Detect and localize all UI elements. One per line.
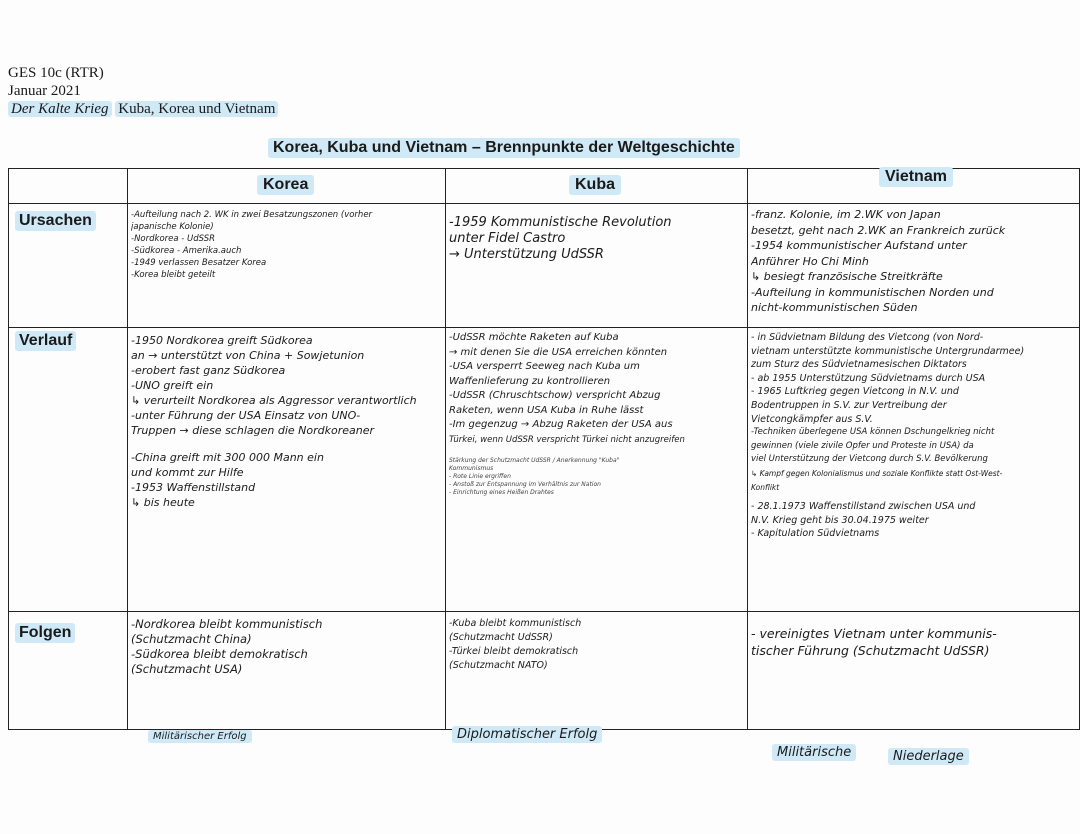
row-header-ursachen: Ursachen (15, 211, 96, 231)
worksheet-title: Korea, Kuba und Vietnam – Brennpunkte der Weltgeschichte (268, 138, 740, 158)
column-divider (445, 169, 446, 729)
column-divider (127, 169, 128, 729)
row-divider (9, 327, 1079, 328)
cell-folgen-korea: -Nordkorea bleibt kommunistisch (Schutzmacht China) -Südkorea bleibt demokratisch (Schutzmacht USA) (131, 617, 323, 676)
column-divider (747, 169, 748, 729)
topic-rest: Kuba, Korea und Vietnam (115, 101, 278, 117)
cell-verlauf-kuba: -UdSSR möchte Raketen auf Kuba → mit denen Sie die USA erreichen könnten -USA versperrt Seeweg nach Kuba um Waffenlieferung zu kontrollieren -UdSSR (Chruschtschow) verspricht Abzug Raketen, wenn USA Kuba in Ruhe lässt -Im gegenzug → Abzug Raketen der USA aus Türkei, wenn UdSSR verspricht Türkei nicht anzugreifen Stärkung der Schutzmacht UdSSR / Anerkennung "Kuba" Kommunismus - Rote Linie ergriffen - Anstoß zur Entspannung im Verhältnis zur Nation - Einrichtung eines Heißen Drahtes (449, 331, 745, 609)
row-header-folgen: Folgen (15, 623, 75, 643)
comparison-table (8, 168, 1080, 730)
topic-label (8, 100, 278, 118)
row-divider (9, 203, 1079, 204)
cell-verlauf-korea: -1950 Nordkorea greift Südkorea an → unterstützt von China + Sowjetunion -erobert fast ganz Südkorea -UNO greift ein ↳ verurteilt Nordkorea als Aggressor verantwortlich -unter Führung der USA Einsatz von UNO- Truppen → diese schlagen die Nordkoreaner -China greift mit 300 000 Mann ein und kommt zur Hilfe -1953 Waffenstillstand ↳ bis heute (131, 334, 417, 509)
cell-folgen-vietnam: - vereinigtes Vietnam unter kommunis- tischer Führung (Schutzmacht UdSSR) (751, 626, 997, 658)
topic-italic: Der Kalte Krieg (8, 101, 112, 117)
column-header-korea: Korea (257, 175, 314, 195)
kuba-pencil-notes: Stärkung der Schutzmacht UdSSR / Anerkennung "Kuba" Kommunismus - Rote Linie ergriffen - Anstoß zur Entspannung im Verhältnis zur Nation - Einrichtung eines Heißen Drahtes (449, 457, 620, 496)
course-label: GES 10c (RTR) (8, 65, 104, 81)
row-divider (9, 611, 1079, 612)
cell-folgen-kuba: -Kuba bleibt kommunistisch (Schutzmacht UdSSR) -Türkei bleibt demokratisch (Schutzmacht NATO) (449, 618, 582, 671)
outcome-vietnam-a: Militärische (772, 744, 856, 761)
outcome-vietnam-b: Niederlage (888, 748, 969, 765)
row-header-verlauf: Verlauf (15, 331, 76, 351)
column-header-kuba: Kuba (569, 175, 621, 195)
column-header-vietnam: Vietnam (879, 167, 953, 187)
outcome-korea: Militärischer Erfolg (148, 730, 252, 743)
outcome-kuba: Diplomatischer Erfolg (452, 726, 602, 743)
cell-verlauf-vietnam: - in Südvietnam Bildung des Vietcong (von Nord- vietnam unterstützte kommunistische Untergrundarmee) zum Sturz des Südvietnamesischen Diktators - ab 1955 Unterstützung Südvietnams durch USA - 1965 Luftkrieg gegen Vietcong in N.V. und Bodentruppen in S.V. zur Vertreibung der Vietcongkämpfer aus S.V. -Techniken überlegene USA können Dschungelkrieg nicht gewinnen (viele zivile Opfer und Proteste in USA) da viel Unterstützung der Vietcong durch S.V. Bevölkerung ↳ Kampf gegen Kolonialismus und soziale Konflikte statt Ost-West- Konflikt - 28.1.1973 Waffenstillstand zwischen USA und N.V. Krieg geht bis 30.04.1975 weiter - Kapitulation Südvietnams (751, 332, 1025, 540)
cell-ursachen-kuba: -1959 Kommunistische Revolution unter Fidel Castro → Unterstützung UdSSR (449, 215, 672, 262)
cell-ursachen-vietnam: -franz. Kolonie, im 2.WK von Japan besetzt, geht nach 2.WK an Frankreich zurück -1954 kommunistischer Aufstand unter Anführer Ho Chi Minh ↳ besiegt französische Streitkräfte -Aufteilung in kommunistischen Norden und nicht-kommunistischen Süden (751, 208, 1006, 314)
document-header (8, 64, 278, 118)
date-label: Januar 2021 (8, 83, 81, 99)
cell-ursachen-korea: -Aufteilung nach 2. WK in zwei Besatzungszonen (vorher japanische Kolonie) -Nordkorea - UdSSR -Südkorea - Amerika.auch -1949 verlassen Besatzer Korea -Korea bleibt geteilt (131, 210, 373, 280)
